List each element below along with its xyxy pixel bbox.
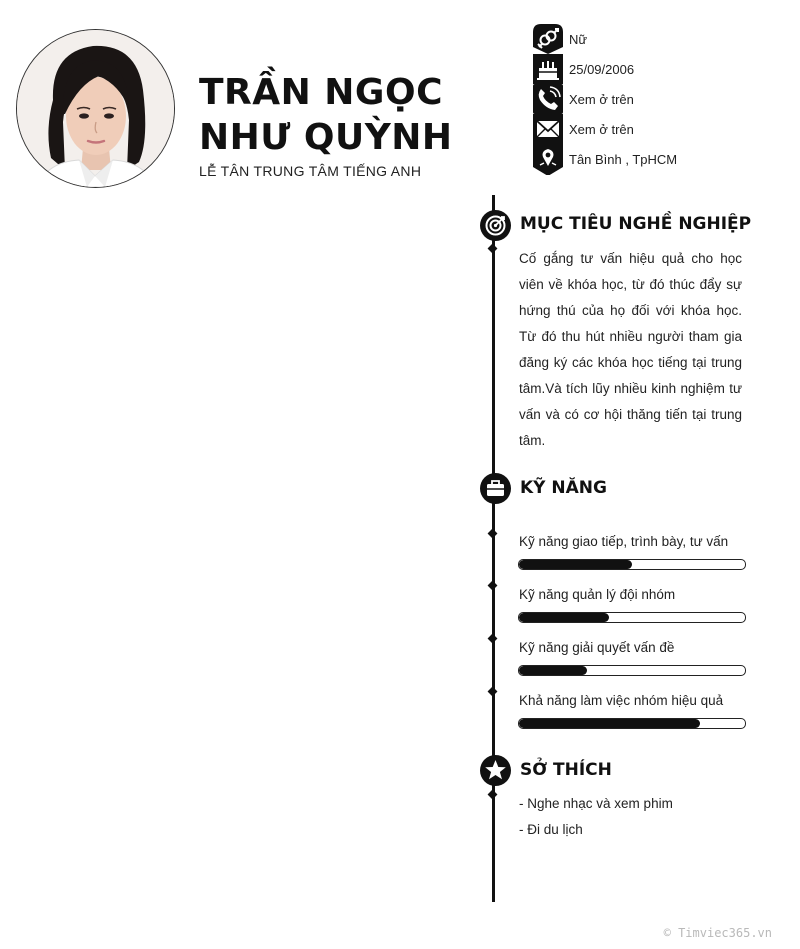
email-value: Xem ở trên: [569, 122, 634, 137]
skill-bar: [518, 559, 746, 570]
profile-photo: [17, 30, 174, 187]
location-pin-icon: [532, 143, 564, 175]
name-line-2: NHƯ QUỲNH: [199, 117, 453, 158]
hobbies-title: SỞ THÍCH: [520, 760, 612, 780]
contact-phone: [532, 83, 782, 113]
skill-bar: [518, 665, 746, 676]
objective-title: MỤC TIÊU NGHỀ NGHIỆP: [520, 214, 752, 234]
timeline-dot: [488, 581, 498, 591]
target-icon: [480, 210, 511, 241]
email-icon: [532, 113, 564, 145]
hobby-item: - Nghe nhạc và xem phim: [519, 796, 673, 811]
star-icon: [480, 755, 511, 786]
objective-text: Cố gắng tư vấn hiệu quả cho học viên về khóa học, từ đó thúc đẩy sự hứng thú của họ đối với khóa học. Từ đó thu hút nhiều người tham gia đăng ký các khóa học tiếng tại trung tâm.Và tích lũy nhiều kinh nghiệm tư vấn và có cơ hội thăng tiến tại trung tâm.: [519, 251, 742, 448]
address-value: Tân Bình , TpHCM: [569, 152, 678, 167]
birthday-value: 25/09/2006: [569, 62, 635, 77]
contact-gender: [532, 23, 782, 53]
phone-value: Xem ở trên: [569, 92, 634, 107]
contact-email: [532, 113, 782, 143]
hobby-item: - Đi du lịch: [519, 822, 583, 837]
watermark: © Timviec365.vn: [663, 926, 772, 940]
gender-value: Nữ: [569, 32, 588, 47]
skill-bar-fill: [519, 560, 632, 569]
skill-bar-fill: [519, 719, 700, 728]
phone-icon: [532, 83, 564, 115]
job-position: LỄ TÂN TRUNG TÂM TIẾNG ANH: [199, 163, 422, 179]
gender-icon: [532, 23, 564, 55]
skill-bar: [518, 718, 746, 729]
skill-bar-fill: [519, 613, 609, 622]
timeline-dot: [488, 244, 498, 254]
name-line-1: TRẦN NGỌC: [199, 72, 444, 113]
briefcase-icon: [480, 473, 511, 504]
candidate-name: [199, 70, 453, 160]
skill-bar-fill: [519, 666, 587, 675]
contact-birthday: [532, 53, 782, 83]
timeline-dot: [488, 687, 498, 697]
timeline-dot: [488, 634, 498, 644]
skill-bar: [518, 612, 746, 623]
skill-label: Kỹ năng giao tiếp, trình bày, tư vấn: [519, 534, 729, 549]
skill-label: Kỹ năng quản lý đội nhóm: [519, 587, 676, 602]
birthday-cake-icon: [532, 53, 564, 85]
contact-address: [532, 143, 782, 173]
skill-label: Kỹ năng giải quyết vấn đề: [519, 640, 675, 655]
timeline-dot: [488, 529, 498, 539]
timeline-dot: [488, 790, 498, 800]
skills-title: KỸ NĂNG: [520, 478, 607, 498]
avatar: [16, 29, 175, 188]
skill-label: Khả năng làm việc nhóm hiệu quả: [519, 693, 724, 708]
